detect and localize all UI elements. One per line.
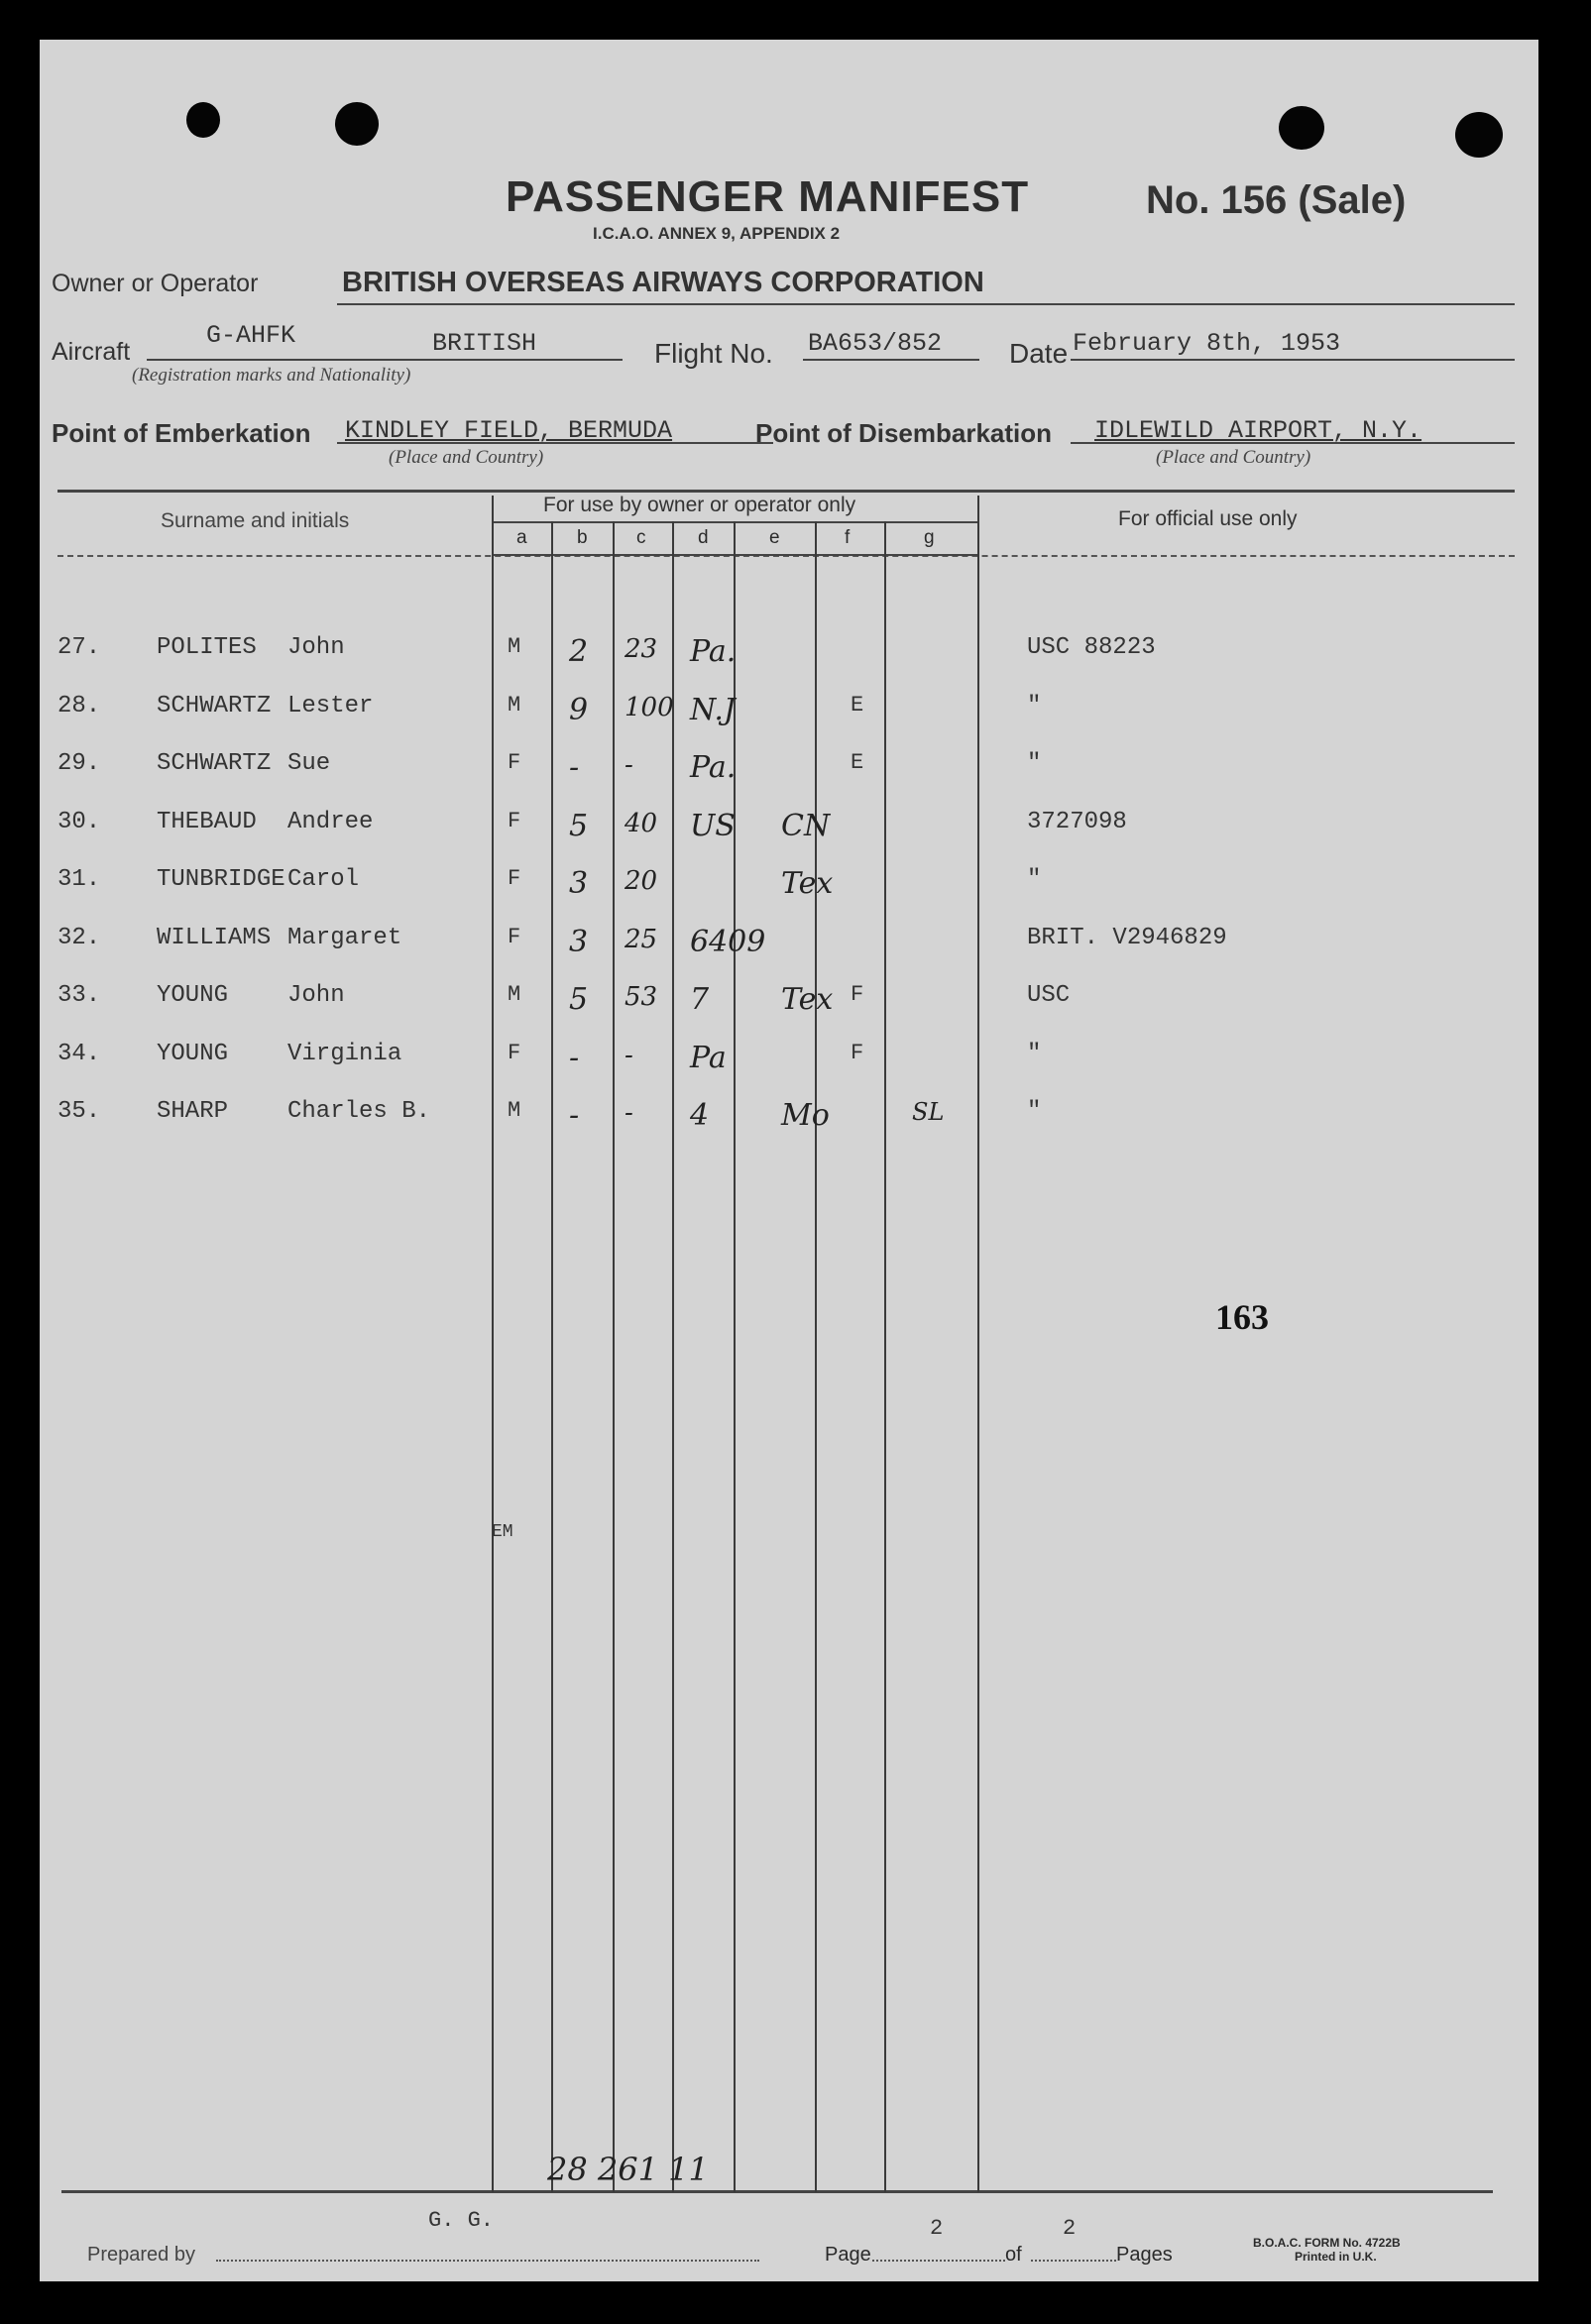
col-e-value: Mo bbox=[781, 1098, 830, 1133]
of-line bbox=[1031, 2260, 1116, 2262]
date-value: February 8th, 1953 bbox=[1073, 329, 1341, 358]
col-d-value: Pa. bbox=[690, 634, 737, 669]
subcolumn-e: e bbox=[769, 527, 780, 548]
table-bottom-rule bbox=[61, 2190, 1493, 2193]
embarkation-value: KINDLEY FIELD, BERMUDA bbox=[345, 416, 673, 445]
col-c-value: 25 bbox=[625, 924, 658, 954]
manifest-number: No. 156 (Sale) bbox=[1146, 178, 1407, 222]
col-a-sex: M bbox=[508, 634, 521, 659]
col-b-value: 5 bbox=[569, 982, 589, 1017]
official-entry: " bbox=[1027, 1040, 1042, 1067]
prepared-by-value: G. G. bbox=[428, 2208, 495, 2233]
aircraft-label: Aircraft bbox=[52, 338, 131, 366]
col-b-value: - bbox=[569, 750, 580, 785]
flight-value: BA653/852 bbox=[808, 329, 943, 358]
col-c-value: - bbox=[625, 1098, 633, 1128]
punch-hole-right-1 bbox=[1279, 106, 1324, 150]
given-name: Margaret bbox=[287, 924, 402, 951]
disembarkation-value: IDLEWILD AIRPORT, N.Y. bbox=[1094, 416, 1422, 445]
pages-label: Pages bbox=[1116, 2244, 1173, 2266]
column-totals: 28 261 11 bbox=[547, 2151, 709, 2188]
aircraft-sublabel: (Registration marks and Nationality) bbox=[132, 365, 411, 386]
of-label: of bbox=[1005, 2244, 1022, 2266]
col-e-value: CN bbox=[781, 808, 831, 843]
surname: WILLIAMS bbox=[157, 924, 272, 951]
page-line bbox=[872, 2260, 1005, 2262]
disembarkation-label: Point of Disembarkation bbox=[755, 418, 1053, 448]
col-e-value: Tex bbox=[781, 982, 834, 1017]
official-column-header: For official use only bbox=[1118, 507, 1298, 530]
col-a-sex: F bbox=[508, 808, 521, 833]
col-line-b bbox=[613, 521, 615, 2192]
col-c-value: 20 bbox=[625, 866, 658, 896]
official-entry: " bbox=[1027, 1098, 1042, 1125]
col-c-value: - bbox=[625, 1040, 633, 1070]
manifest-page bbox=[40, 40, 1538, 2281]
official-entry: " bbox=[1027, 750, 1042, 777]
surname: SHARP bbox=[157, 1098, 229, 1125]
col-a-sex: F bbox=[508, 1040, 521, 1065]
subcolumn-g: g bbox=[924, 527, 935, 548]
date-label: Date bbox=[1009, 338, 1069, 369]
col-a-sex: M bbox=[508, 982, 521, 1007]
col-d-value: 7 bbox=[690, 982, 710, 1017]
embarkation-sublabel: (Place and Country) bbox=[389, 447, 544, 468]
prepared-by-label: Prepared by bbox=[87, 2244, 195, 2266]
page-subtitle: I.C.A.O. ANNEX 9, APPENDIX 2 bbox=[593, 224, 841, 243]
flight-label: Flight No. bbox=[654, 338, 773, 369]
aircraft-underline bbox=[147, 359, 623, 361]
disembarkation-underline bbox=[1071, 442, 1515, 444]
printed-in: Printed in U.K. bbox=[1295, 2250, 1377, 2264]
surname: YOUNG bbox=[157, 982, 229, 1009]
col-e-value: Tex bbox=[781, 866, 834, 901]
name-column-header: Surname and initials bbox=[161, 509, 350, 532]
col-c-value: 23 bbox=[625, 634, 658, 664]
row-number: 27. bbox=[57, 634, 101, 661]
row-number: 34. bbox=[57, 1040, 101, 1067]
given-name: Charles B. bbox=[287, 1098, 431, 1125]
official-entry: USC bbox=[1027, 982, 1071, 1009]
col-a-sex: M bbox=[508, 692, 521, 718]
date-underline bbox=[1071, 359, 1515, 361]
subcolumn-c: c bbox=[636, 527, 646, 548]
col-c-value: - bbox=[625, 750, 633, 780]
col-line-a bbox=[551, 521, 553, 2192]
col-d-value: 4 bbox=[690, 1098, 710, 1133]
given-name: Lester bbox=[287, 692, 374, 719]
surname: TUNBRIDGE bbox=[157, 866, 285, 893]
form-number: B.O.A.C. FORM No. 4722B bbox=[1253, 2236, 1401, 2250]
official-entry: 3727098 bbox=[1027, 808, 1127, 835]
col-d-value: Pa bbox=[690, 1040, 727, 1075]
col-b-value: 9 bbox=[569, 692, 589, 727]
official-entry: BRIT. V2946829 bbox=[1027, 924, 1227, 951]
given-name: Sue bbox=[287, 750, 331, 777]
page-title: PASSENGER MANIFEST bbox=[506, 172, 1030, 221]
row-number: 32. bbox=[57, 924, 101, 951]
col-d-value: 6409 bbox=[690, 924, 766, 959]
col-b-value: 2 bbox=[569, 634, 589, 669]
punch-hole-left-1 bbox=[186, 102, 220, 138]
col-f-value: E bbox=[851, 692, 864, 718]
col-a-sex: F bbox=[508, 924, 521, 949]
col-c-value: 100 bbox=[625, 692, 674, 722]
owner-value: BRITISH OVERSEAS AIRWAYS CORPORATION bbox=[342, 267, 984, 298]
col-c-value: 40 bbox=[625, 808, 658, 838]
col-b-value: 5 bbox=[569, 808, 589, 843]
given-name: Virginia bbox=[287, 1040, 402, 1067]
page-number: 2 bbox=[930, 2216, 944, 2241]
stamp-number: 163 bbox=[1215, 1297, 1269, 1337]
col-b-value: 3 bbox=[569, 924, 589, 959]
col-line-c bbox=[672, 521, 674, 2192]
flight-underline bbox=[803, 359, 979, 361]
given-name: Andree bbox=[287, 808, 374, 835]
surname: POLITES bbox=[157, 634, 257, 661]
subcolumn-d: d bbox=[698, 527, 709, 548]
surname: SCHWARTZ bbox=[157, 692, 272, 719]
punch-hole-right-2 bbox=[1455, 112, 1503, 158]
surname: THEBAUD bbox=[157, 808, 257, 835]
surname: SCHWARTZ bbox=[157, 750, 272, 777]
official-entry: USC 88223 bbox=[1027, 634, 1156, 661]
owner-underline bbox=[337, 303, 1515, 305]
punch-hole-left-2 bbox=[335, 102, 379, 146]
official-entry: " bbox=[1027, 866, 1042, 893]
surname: YOUNG bbox=[157, 1040, 229, 1067]
prepared-by-line bbox=[216, 2260, 759, 2262]
col-d-value: Pa. bbox=[690, 750, 737, 785]
col-a-sex: F bbox=[508, 750, 521, 775]
col-c-value: 53 bbox=[625, 982, 658, 1012]
col-g-value: SL bbox=[912, 1098, 945, 1126]
row-number: 35. bbox=[57, 1098, 101, 1125]
row-number: 30. bbox=[57, 808, 101, 835]
aircraft-registration: G-AHFK bbox=[206, 321, 296, 350]
subcolumn-a: a bbox=[516, 527, 527, 548]
owner-columns-header: For use by owner or operator only bbox=[543, 494, 856, 516]
owner-label: Owner or Operator bbox=[52, 270, 259, 297]
row-number: 31. bbox=[57, 866, 101, 893]
col-line-g bbox=[977, 496, 979, 2192]
em-mark: EM bbox=[492, 1522, 513, 1542]
col-d-value: N.J bbox=[690, 692, 736, 727]
col-f-value: E bbox=[851, 750, 864, 775]
col-b-value: 3 bbox=[569, 866, 589, 901]
col-line-e bbox=[815, 521, 817, 2192]
disembarkation-sublabel: (Place and Country) bbox=[1156, 447, 1311, 468]
row-number: 28. bbox=[57, 692, 101, 719]
subcolumn-b: b bbox=[577, 527, 588, 548]
official-entry: " bbox=[1027, 692, 1042, 719]
col-b-value: - bbox=[569, 1098, 580, 1133]
col-f-value: F bbox=[851, 1040, 864, 1065]
col-line-f bbox=[884, 521, 886, 2192]
row-number: 29. bbox=[57, 750, 101, 777]
col-d-value: US bbox=[690, 808, 736, 843]
col-b-value: - bbox=[569, 1040, 580, 1075]
given-name: John bbox=[287, 634, 345, 661]
subcolumn-f: f bbox=[845, 527, 851, 548]
aircraft-nationality: BRITISH bbox=[432, 329, 537, 358]
col-line-name bbox=[492, 496, 494, 2192]
given-name: Carol bbox=[287, 866, 360, 893]
embarkation-label: Point of Emberkation bbox=[52, 418, 311, 448]
col-f-value: F bbox=[851, 982, 864, 1007]
total-pages: 2 bbox=[1063, 2216, 1077, 2241]
row-number: 33. bbox=[57, 982, 101, 1009]
page-label: Page bbox=[825, 2244, 871, 2266]
given-name: John bbox=[287, 982, 345, 1009]
table-top-rule bbox=[57, 490, 1515, 493]
embarkation-underline bbox=[337, 442, 773, 444]
col-a-sex: M bbox=[508, 1098, 521, 1123]
col-a-sex: F bbox=[508, 866, 521, 891]
